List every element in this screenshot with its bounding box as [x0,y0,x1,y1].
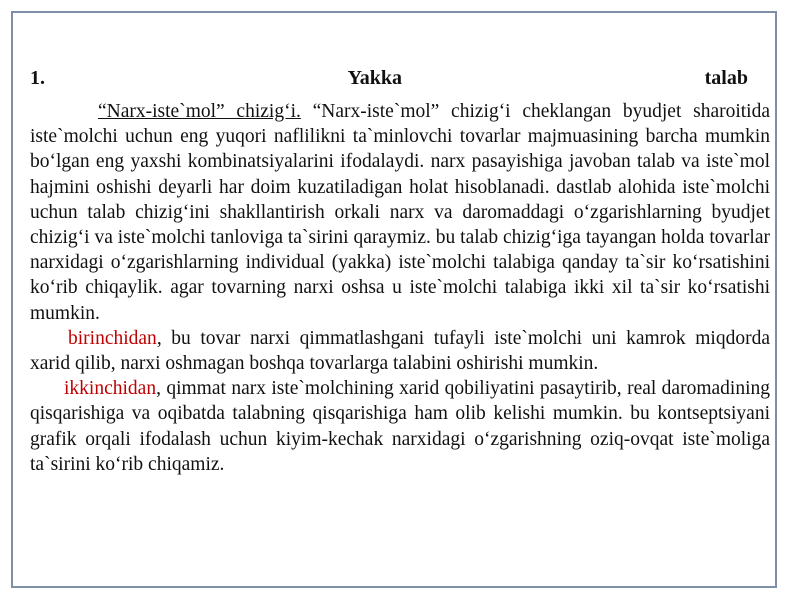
paragraph2-text: , bu tovar narxi qimmatlashgani tufayli iste`molchi uni kamrok miqdorda xarid qilib, narxi oshmagan boshqa tovarlarga talabini oshirishi mumkin. [30,327,770,375]
heading-word-yakka: Yakka [347,67,403,89]
section-heading [30,63,770,93]
paragraph-birinchidan [30,326,770,376]
term-narx-istemol-chizigi: “Narx-iste`mol” chizig‘i. [98,101,301,122]
paragraph-narx-istemol [30,99,770,326]
paragraph1-text: “Narx-iste`mol” chizig‘i cheklangan byudjet sharoitida iste`molchi uchun eng yuqori naflilikni ta`minlovchi tovarlar majmuasining barcha mumkin bo‘lgan eng yaxshi kombinatsiyalarini ifodalaydi. narx pasayishiga javoban talab va iste`mol hajmini oshishi deyarli har doim kuzatiladigan holat hisoblanadi. dastlab alohida iste`molchi uchun talab chizig‘ini shakllantirish orkali narx va daromaddagi o‘zgarishlarning byudjet chizig‘i va iste`molchi tanloviga ta`sirini qaraymiz. bu talab chizig‘iga tayangan holda tovarlar narxidagi o‘zgarishlarning individual (yakka) iste`molchi talabiga qanday ta`sir ko‘rsatishini ko‘rib chiqaylik. agar tovarning narxi oshsa u iste`molchi talabiga ikki xil ta`sir ko‘rsatishi mumkin. [30,101,770,324]
heading-word-talab: talab [704,67,748,89]
document-content [30,63,770,477]
heading-number: 1. [30,67,45,89]
paragraph-ikkinchidan [30,376,770,477]
paragraph3-text: , qimmat narx iste`molchining xarid qobiliyatini pasaytirib, real daromadining qisqarishiga va oqibatda talabning qisqarishiga ham olib kelishi mumkin. bu kontseptsiyani grafik orqali ifodalash uchun kiyim-kechak narxidagi o‘zgarishning oziq-ovqat iste`moliga ta`sirini ko‘rib chiqamiz. [30,378,770,475]
highlight-birinchidan: birinchidan [68,327,157,349]
highlight-ikkinchidan: ikkinchidan [64,378,157,400]
